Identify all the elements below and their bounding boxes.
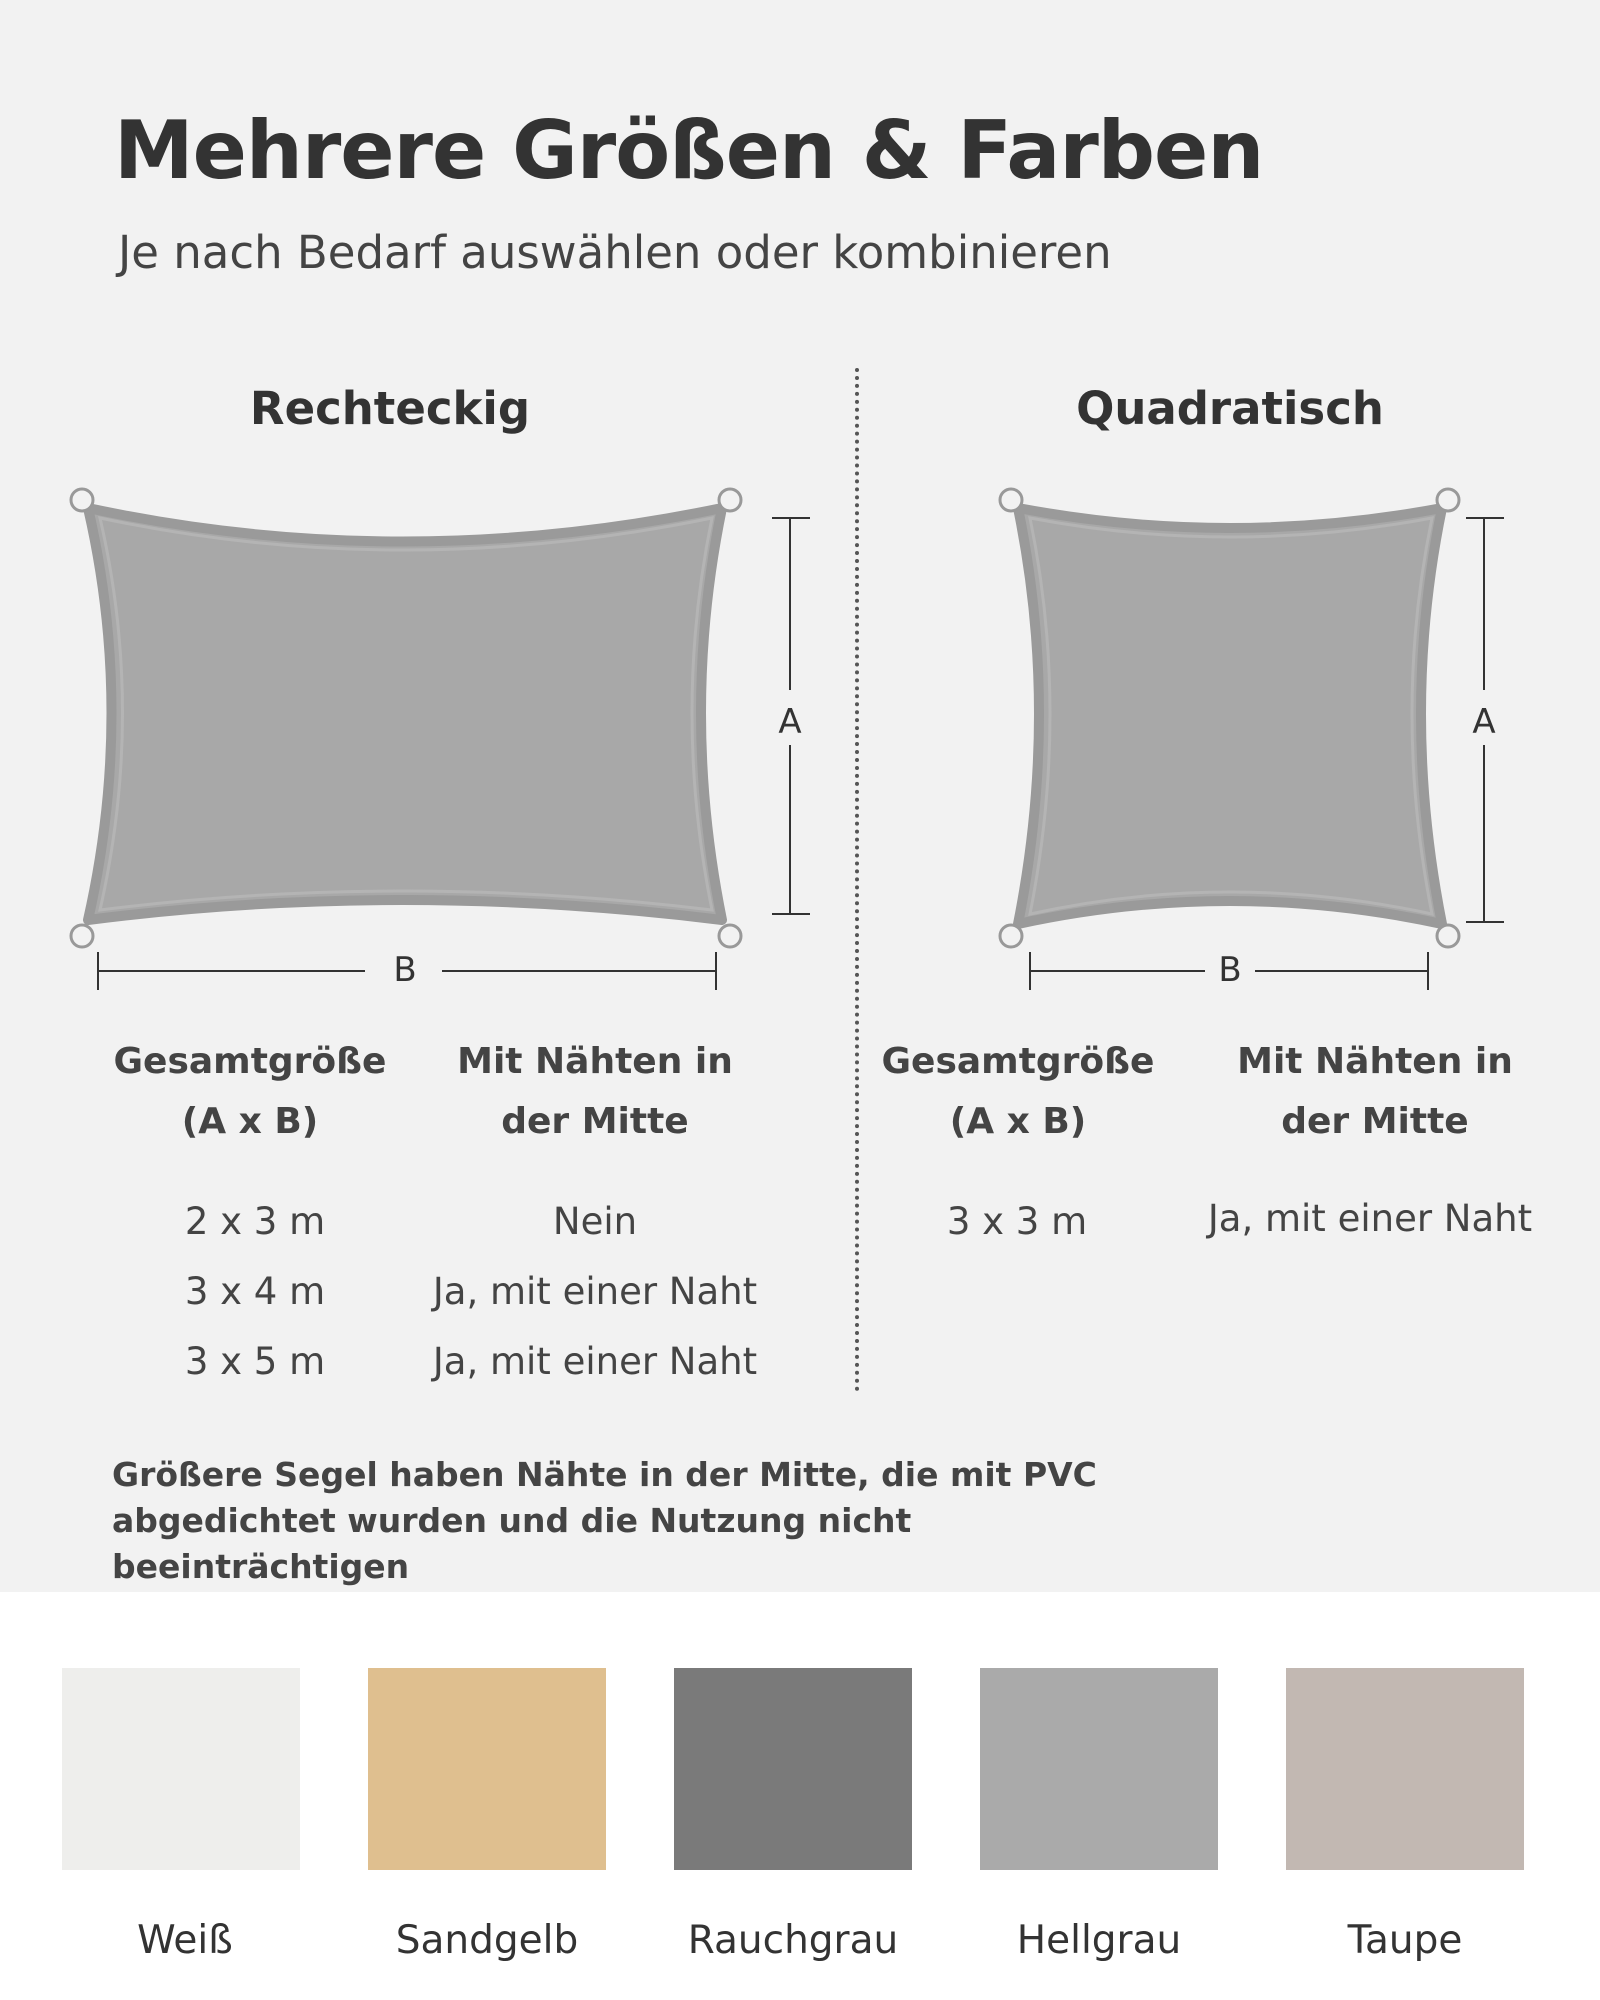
color-label-hellgrau: Hellgrau <box>1016 1918 1182 1963</box>
rect-dimension-b-label: B <box>393 950 417 990</box>
grommet-ring-icon <box>71 925 93 947</box>
color-label-sandgelb: Sandgelb <box>395 1918 579 1963</box>
square-sail <box>1000 489 1459 947</box>
rect-row-3-size: 3 x 5 m <box>184 1340 326 1383</box>
rect-dimension-a-label: A <box>778 702 802 742</box>
rect-row-1-size: 2 x 3 m <box>184 1200 326 1243</box>
grommet-ring-icon <box>1437 925 1459 947</box>
square-row-1-size: 3 x 3 m <box>946 1200 1088 1243</box>
rect-row-3-seams: Ja, mit einer Naht <box>432 1340 758 1383</box>
seam-note: Größere Segel haben Nähte in der Mitte, die mit PVC abgedichtet wurden und die Nutzung nicht beeinträchtigen <box>112 1455 1097 1586</box>
grommet-ring-icon <box>1437 489 1459 511</box>
square-col-seams-header: Mit Nähten in der Mitte <box>1237 1041 1513 1142</box>
page-title: Mehrere Größen & Farben <box>114 104 1264 197</box>
grommet-ring-icon <box>1000 925 1022 947</box>
square-row-1-seams: Ja, mit einer Naht <box>1207 1197 1533 1240</box>
square-dimension-b-label: B <box>1218 950 1242 990</box>
color-swatch-rauchgrau[interactable] <box>674 1668 912 1870</box>
color-swatch-hellgrau[interactable] <box>980 1668 1218 1870</box>
grommet-ring-icon <box>719 925 741 947</box>
rect-row-1-seams: Nein <box>552 1200 638 1243</box>
grommet-ring-icon <box>71 489 93 511</box>
color-swatch-weiss[interactable] <box>62 1668 300 1870</box>
color-swatch-sandgelb[interactable] <box>368 1668 606 1870</box>
square-title: Quadratisch <box>1076 382 1384 435</box>
square-dimension-a-label: A <box>1472 702 1496 742</box>
color-label-rauchgrau: Rauchgrau <box>687 1918 899 1963</box>
color-label-weiss: Weiß <box>137 1918 233 1963</box>
square-col-size-header: Gesamtgröße (A x B) <box>881 1041 1155 1142</box>
rect-col-size-header: Gesamtgröße (A x B) <box>113 1041 387 1142</box>
page-subtitle: Je nach Bedarf auswählen oder kombinieren <box>118 226 1112 279</box>
rectangular-title: Rechteckig <box>249 382 531 435</box>
color-swatch-taupe[interactable] <box>1286 1668 1524 1870</box>
rect-row-2-size: 3 x 4 m <box>184 1270 326 1313</box>
rect-row-2-seams: Ja, mit einer Naht <box>432 1270 758 1313</box>
rectangular-sail <box>71 489 741 947</box>
rect-col-seams-header: Mit Nähten in der Mitte <box>457 1041 733 1142</box>
color-label-taupe: Taupe <box>1347 1918 1463 1963</box>
grommet-ring-icon <box>1000 489 1022 511</box>
grommet-ring-icon <box>719 489 741 511</box>
